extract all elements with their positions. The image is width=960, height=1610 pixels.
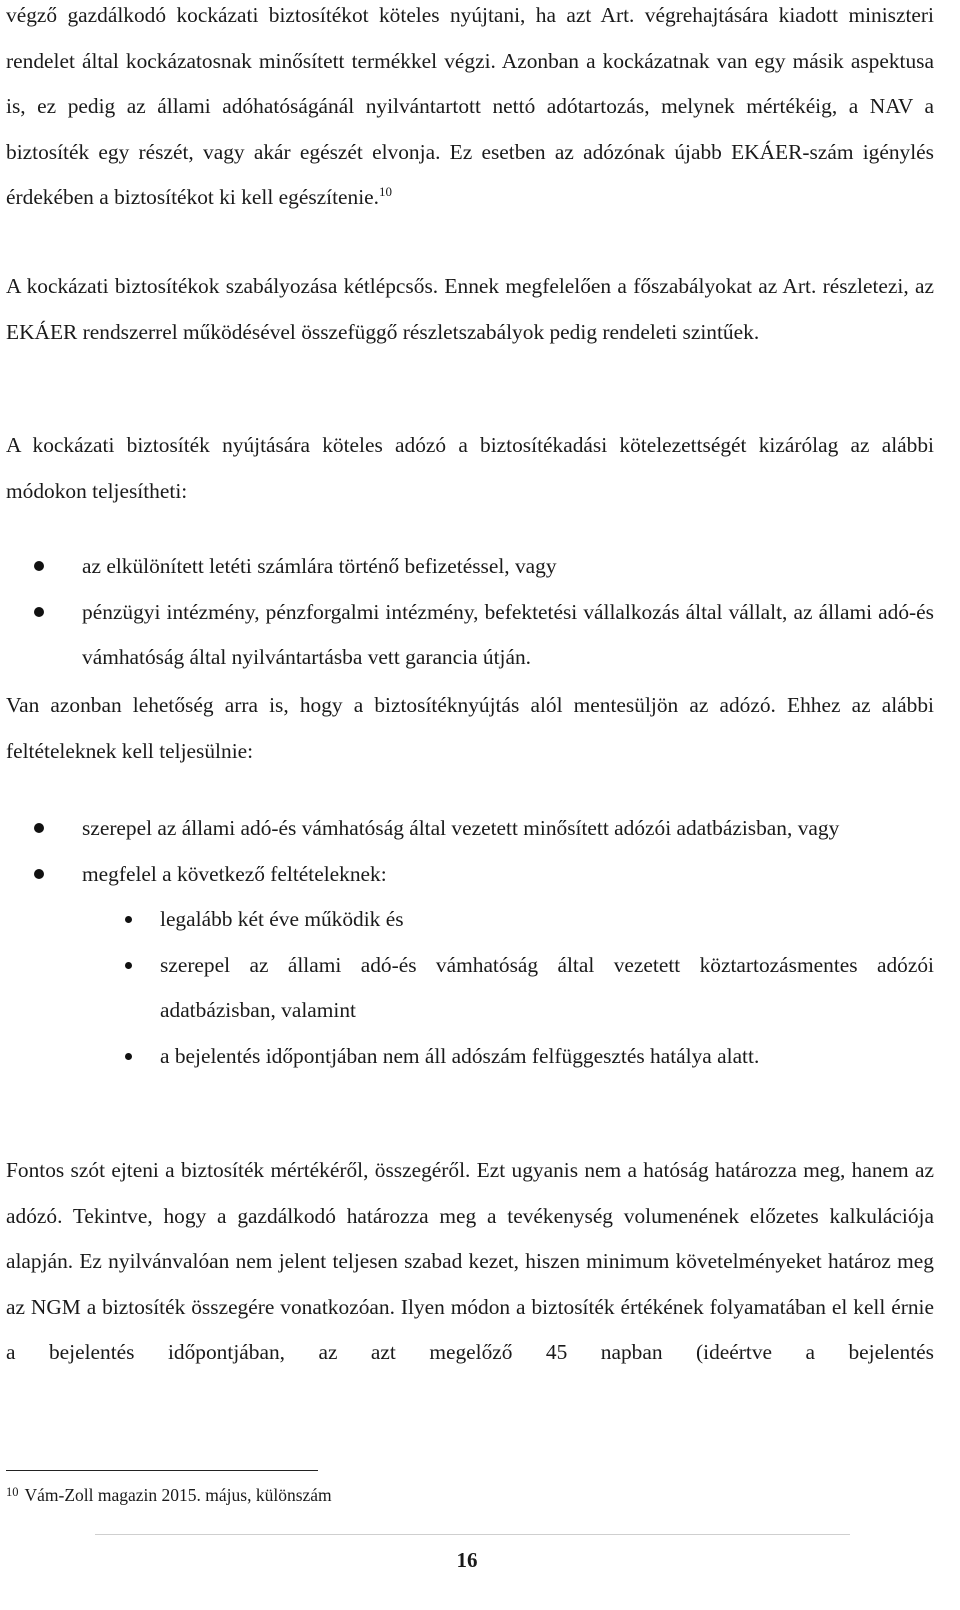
page-footer-divider [95, 1534, 850, 1535]
sublist-item [6, 943, 934, 1034]
conditions-sublist [6, 897, 934, 1079]
list-item [6, 590, 934, 681]
footnote-text: Vám-Zoll magazin 2015. május, különszám [24, 1485, 332, 1505]
guarantee-methods-list [6, 544, 934, 681]
small-bullet-icon [125, 962, 132, 969]
sublist-item [6, 897, 934, 943]
list-item-text: pénzügyi intézmény, pénzforgalmi intézmény, befektetési vállalkozás által vállalt, az állami adó-és vámhatóság által nyilvántartásba vett garancia útján. [82, 599, 934, 670]
exemption-conditions-list [6, 806, 934, 1080]
footnote-number: 10 [6, 1485, 19, 1499]
list-item-text: szerepel az állami adó-és vámhatóság által vezetett minősített adózói adatbázisban, vagy [82, 816, 840, 840]
paragraph-guarantee-methods-intro: A kockázati biztosíték nyújtására köteles adózó a biztosítékadási kötelezettségét kizárólag az alábbi módokon teljesítheti: [6, 433, 934, 503]
bullet-icon [34, 561, 44, 571]
sublist-item [6, 1034, 934, 1080]
list-item [6, 806, 934, 852]
list-item-text: az elkülönített letéti számlára történő befizetéssel, vagy [82, 554, 557, 578]
bullet-icon [34, 607, 44, 617]
paragraph-two-tier-regulation: A kockázati biztosítékok szabályozása kétlépcsős. Ennek megfelelően a főszabályokat az Art. részletezi, az EKÁER rendszerrel működésével összefüggő részletszabályok pedig rendeleti szintűek. [6, 274, 934, 344]
footnote [6, 1484, 332, 1506]
list-item [6, 544, 934, 590]
small-bullet-icon [125, 916, 132, 923]
bullet-icon [34, 869, 44, 879]
bullet-icon [34, 823, 44, 833]
paragraph-guarantee-amount: Fontos szót ejteni a biztosíték mértékéről, összegéről. Ezt ugyanis nem a hatóság határozza meg, hanem az adózó. Tekintve, hogy a gazdálkodó határozza meg a tevékenység volumenének előzetes kalkulációja alapján. Ez nyilvánvalóan nem jelent teljesen szabad kezet, hiszen minimum követelményeket határoz meg az NGM a biztosíték összegére vonatkozóan. Ilyen módon a biztosíték értékének folyamatában el kell érnie a bejelentés időpontjában, az azt megelőző 45 napban (ideértve a bejelentés [6, 1158, 934, 1365]
page-number: 16 [456, 1548, 478, 1572]
sublist-container [6, 897, 934, 1079]
footnote-separator [6, 1470, 318, 1471]
paragraph-text: végző gazdálkodó kockázati biztosítékot köteles nyújtani, ha azt Art. végrehajtására kiadott miniszteri rendelet által kockázatosnak minősített termékkel végzi. Azonban a kockázatnak van egy másik aspektusa is, ez pedig az állami adóhatóságánál nyilvántartott nettó adótartozás, melynek mértékéig, a NAV a biztosíték egy részét, vagy akár egészét elvonja. Ez esetben az adózónak újabb EKÁER-szám igénylés érdekében a biztosítékot ki kell egészítenie. [6, 3, 934, 210]
small-bullet-icon [125, 1053, 132, 1060]
sublist-item-text: a bejelentés időpontjában nem áll adószám felfüggesztés hatálya alatt. [160, 1043, 760, 1068]
list-item [6, 852, 934, 898]
paragraph-exemption-intro: Van azonban lehetőség arra is, hogy a biztosítéknyújtás alól mentesüljön az adózó. Ehhez az alábbi feltételeknek kell teljesülnie: [6, 693, 934, 763]
list-item-text: megfelel a következő feltételeknek: [82, 861, 387, 886]
footnote-reference[interactable]: 10 [379, 184, 392, 200]
sublist-item-text: szerepel az állami adó-és vámhatóság által vezetett köztartozásmentes adózói adatbázisban, valamint [160, 952, 934, 1023]
sublist-item-text: legalább két éve működik és [160, 907, 404, 932]
paragraph-risk-aspect [6, 0, 934, 221]
